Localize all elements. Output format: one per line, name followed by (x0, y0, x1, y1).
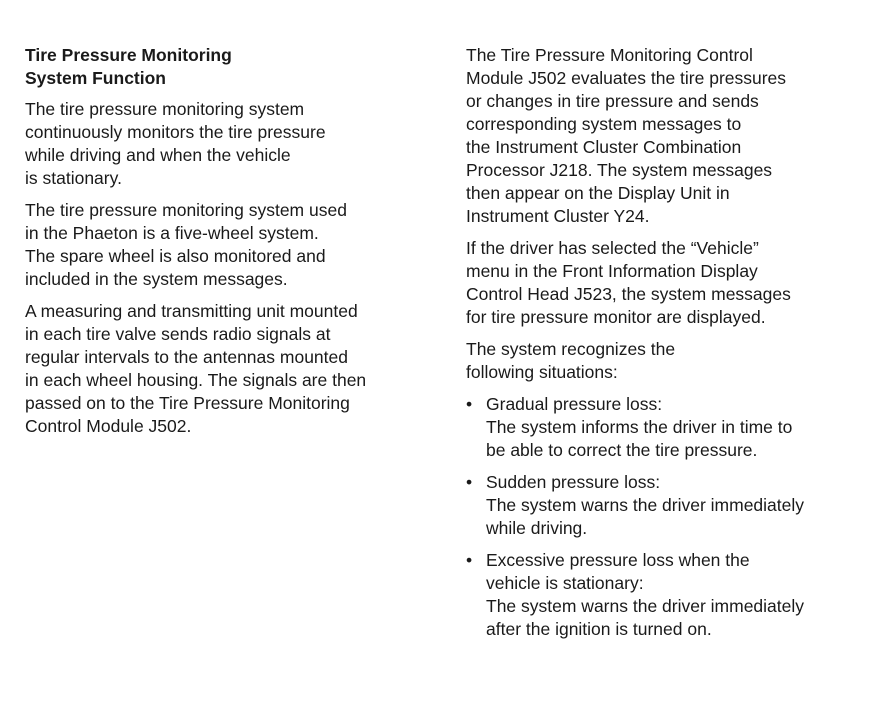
paragraph-system-overview: The tire pressure monitoring system continuously monitors the tire pressure while driving and when the vehicle is stationary. (25, 99, 326, 188)
bullet-text-excessive-loss: Excessive pressure loss when the vehicle is stationary: The system warns the driver immediately after the ignition is turned on. (486, 550, 805, 639)
list-item (466, 549, 861, 641)
bullet-icon: • (466, 472, 473, 492)
paragraph-situations-intro: The system recognizes the following situations: (466, 339, 676, 382)
paragraph-control-module: The Tire Pressure Monitoring Control Module J502 evaluates the tire pressures or changes in tire pressure and sends corresponding system messages to the Instrument Cluster Combination Processor J218. The system messages then appear on the Display Unit in Instrument Cluster Y24. (466, 45, 787, 226)
paragraph-vehicle-menu: If the driver has selected the “Vehicle” menu in the Front Information Display Control Head J523, the system messages for tire pressure monitor are displayed. (466, 238, 791, 327)
situations-list (466, 393, 861, 641)
paragraph-radio-signals: A measuring and transmitting unit mounted in each tire valve sends radio signals at regular intervals to the antennas mounted in each wheel housing. The signals are then passed on to the Tire Pressure Monitoring Control Module J502. (25, 301, 367, 436)
left-column (25, 44, 425, 447)
bullet-icon: • (466, 550, 473, 570)
right-column (466, 44, 861, 650)
list-item (466, 393, 861, 462)
bullet-text-sudden-loss: Sudden pressure loss: The system warns the driver immediately while driving. (486, 472, 805, 538)
paragraph-five-wheel-system: The tire pressure monitoring system used in the Phaeton is a five-wheel system. The spare wheel is also monitored and included in the system messages. (25, 200, 347, 289)
bullet-text-gradual-loss: Gradual pressure loss: The system informs the driver in time to be able to correct the tire pressure. (486, 394, 793, 460)
bullet-icon: • (466, 394, 473, 414)
section-heading: Tire Pressure Monitoring System Function (25, 45, 232, 88)
list-item (466, 471, 861, 540)
